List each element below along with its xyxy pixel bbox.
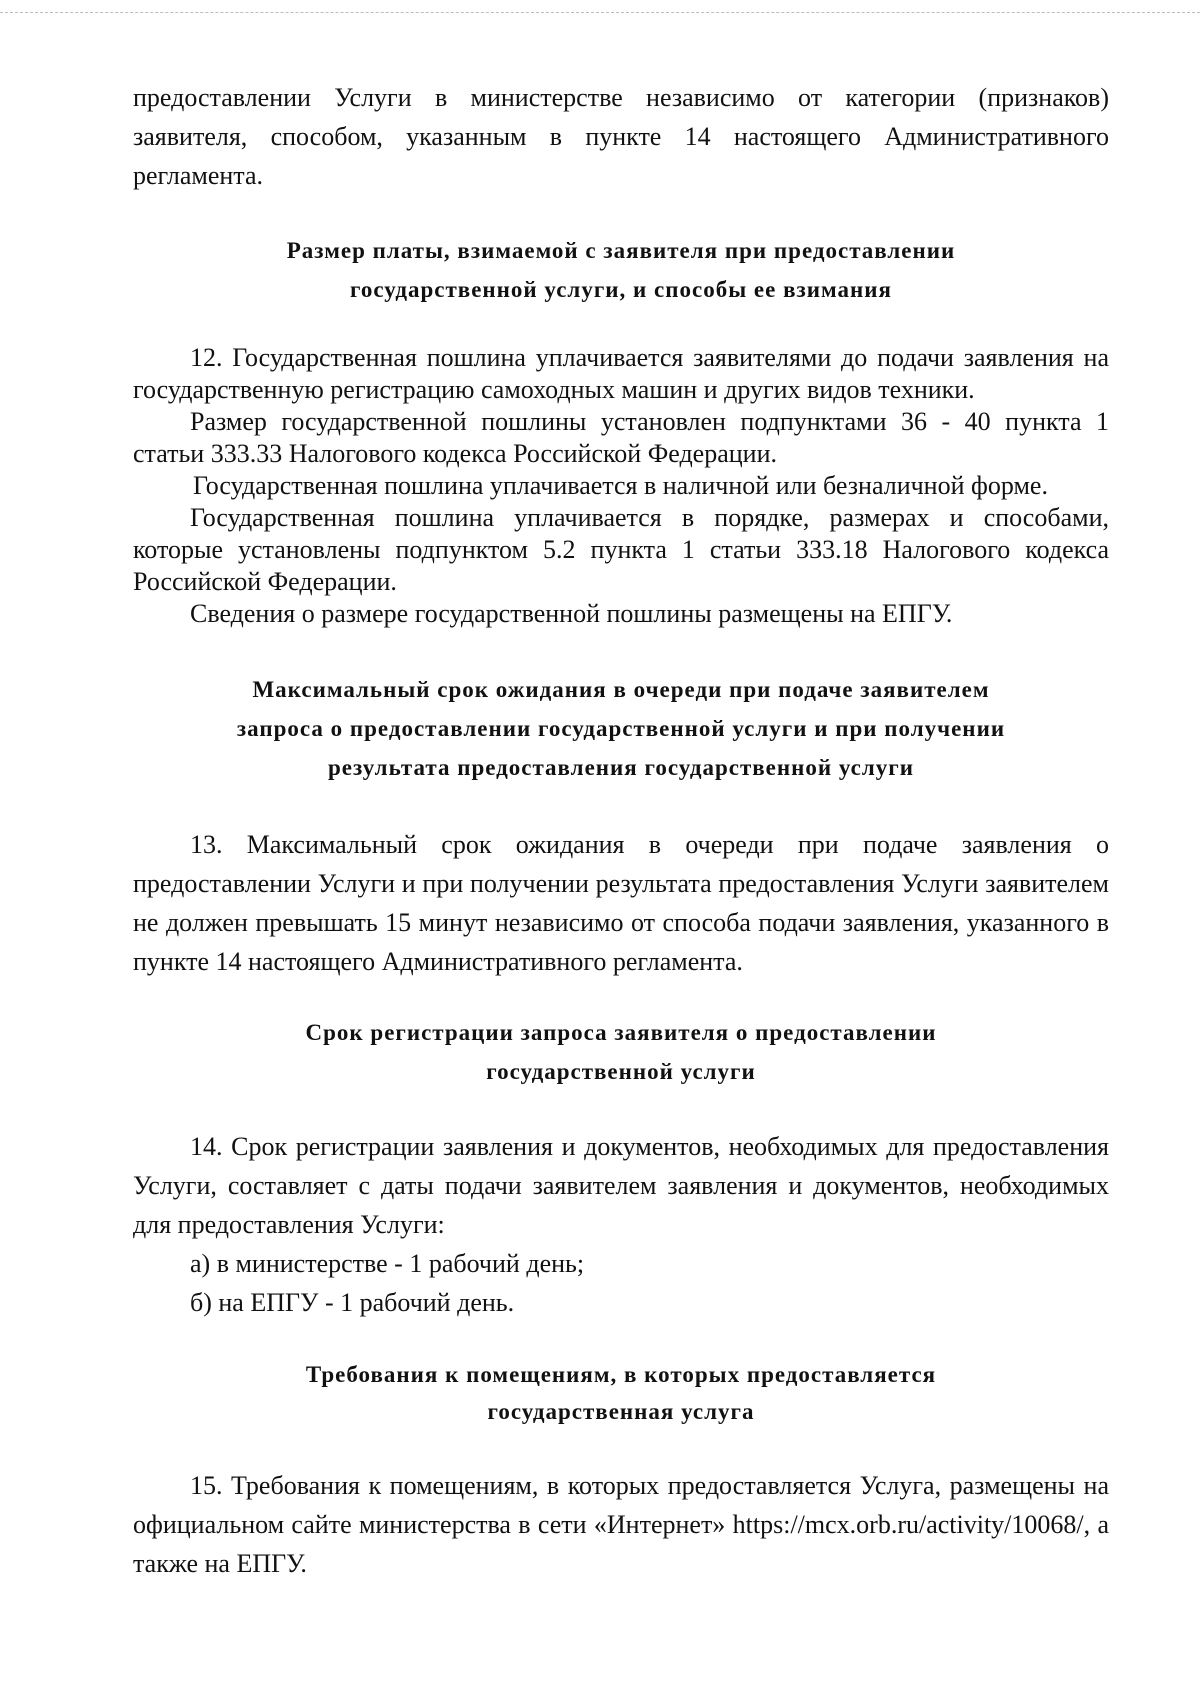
queue-heading-line1: Максимальный срок ожидания в очереди при подаче заявителем	[252, 677, 990, 702]
queue-heading	[133, 670, 1109, 787]
fee-paragraph-epgu: Сведения о размере государственной пошлины размещены на ЕПГУ.	[190, 599, 953, 628]
ministry-site-link[interactable]: https://mcx.orb.ru/activity/10068/	[732, 1510, 1084, 1539]
intro-paragraph: предоставлении Услуги в министерстве независимо от категории (признаков) заявителя, способом, указанным в пункте 14 настоящего Административного регламента.	[133, 83, 1109, 190]
fee-paragraph-12: 12. Государственная пошлина уплачивается заявителями до подачи заявления на государственную регистрацию самоходных машин и других видов техники.	[133, 343, 1109, 404]
premises-paragraph-tail: , а также на ЕПГУ.	[133, 1510, 1109, 1578]
fee-heading-line1: Размер платы, взимаемой с заявителя при предоставлении	[286, 238, 956, 263]
fee-heading-line2: государственной услуги, и способы ее взимания	[350, 277, 892, 302]
document-page	[133, 78, 1109, 1583]
registration-item-a: а) в министерстве - 1 рабочий день;	[190, 1249, 585, 1278]
registration-heading	[133, 1013, 1109, 1091]
fee-paragraph-rate: Размер государственной пошлины установлен подпунктами 36 - 40 пункта 1 статьи 333.33 Налогового кодекса Российской Федерации.	[133, 407, 1109, 468]
queue-paragraph-13: 13. Максимальный срок ожидания в очереди при подаче заявления о предоставлении Услуги и при получении результата предоставления Услуги заявителем не должен превышать 15 минут независимо от способа подачи заявления, указанного в пункте 14 настоящего Административного регламента.	[133, 830, 1109, 976]
registration-heading-line2: государственной услуги	[486, 1059, 756, 1084]
premises-paragraph-text: 15. Требования к помещениям, в которых предоставляется Услуга, размещены на официальном сайте министерства в сети «Интернет»	[133, 1471, 1109, 1539]
fee-paragraph-order: Государственная пошлина уплачивается в порядке, размерах и способами, которые установлены подпунктом 5.2 пункта 1 статьи 333.18 Налогового кодекса Российской Федерации.	[133, 503, 1109, 596]
fee-heading	[133, 231, 1109, 309]
fee-paragraph-form: Государственная пошлина уплачивается в наличной или безналичной форме.	[193, 471, 1048, 500]
registration-heading-line1: Срок регистрации запроса заявителя о предоставлении	[305, 1020, 937, 1045]
queue-heading-line2: запроса о предоставлении государственной услуги и при получении	[236, 716, 1006, 741]
premises-paragraph-15	[133, 1466, 1109, 1583]
scan-edge-line	[0, 12, 1200, 13]
premises-heading-line1: Требования к помещениям, в которых предоставляется	[305, 1362, 937, 1387]
registration-item-b: б) на ЕПГУ - 1 рабочий день.	[190, 1288, 515, 1317]
premises-heading	[133, 1356, 1109, 1430]
queue-heading-line3: результата предоставления государственной услуги	[328, 755, 914, 780]
premises-heading-line2: государственная услуга	[487, 1399, 755, 1424]
registration-paragraph-14: 14. Срок регистрации заявления и документов, необходимых для предоставления Услуги, составляет с даты подачи заявителем заявления и документов, необходимых для предоставления Услуги:	[133, 1132, 1109, 1239]
